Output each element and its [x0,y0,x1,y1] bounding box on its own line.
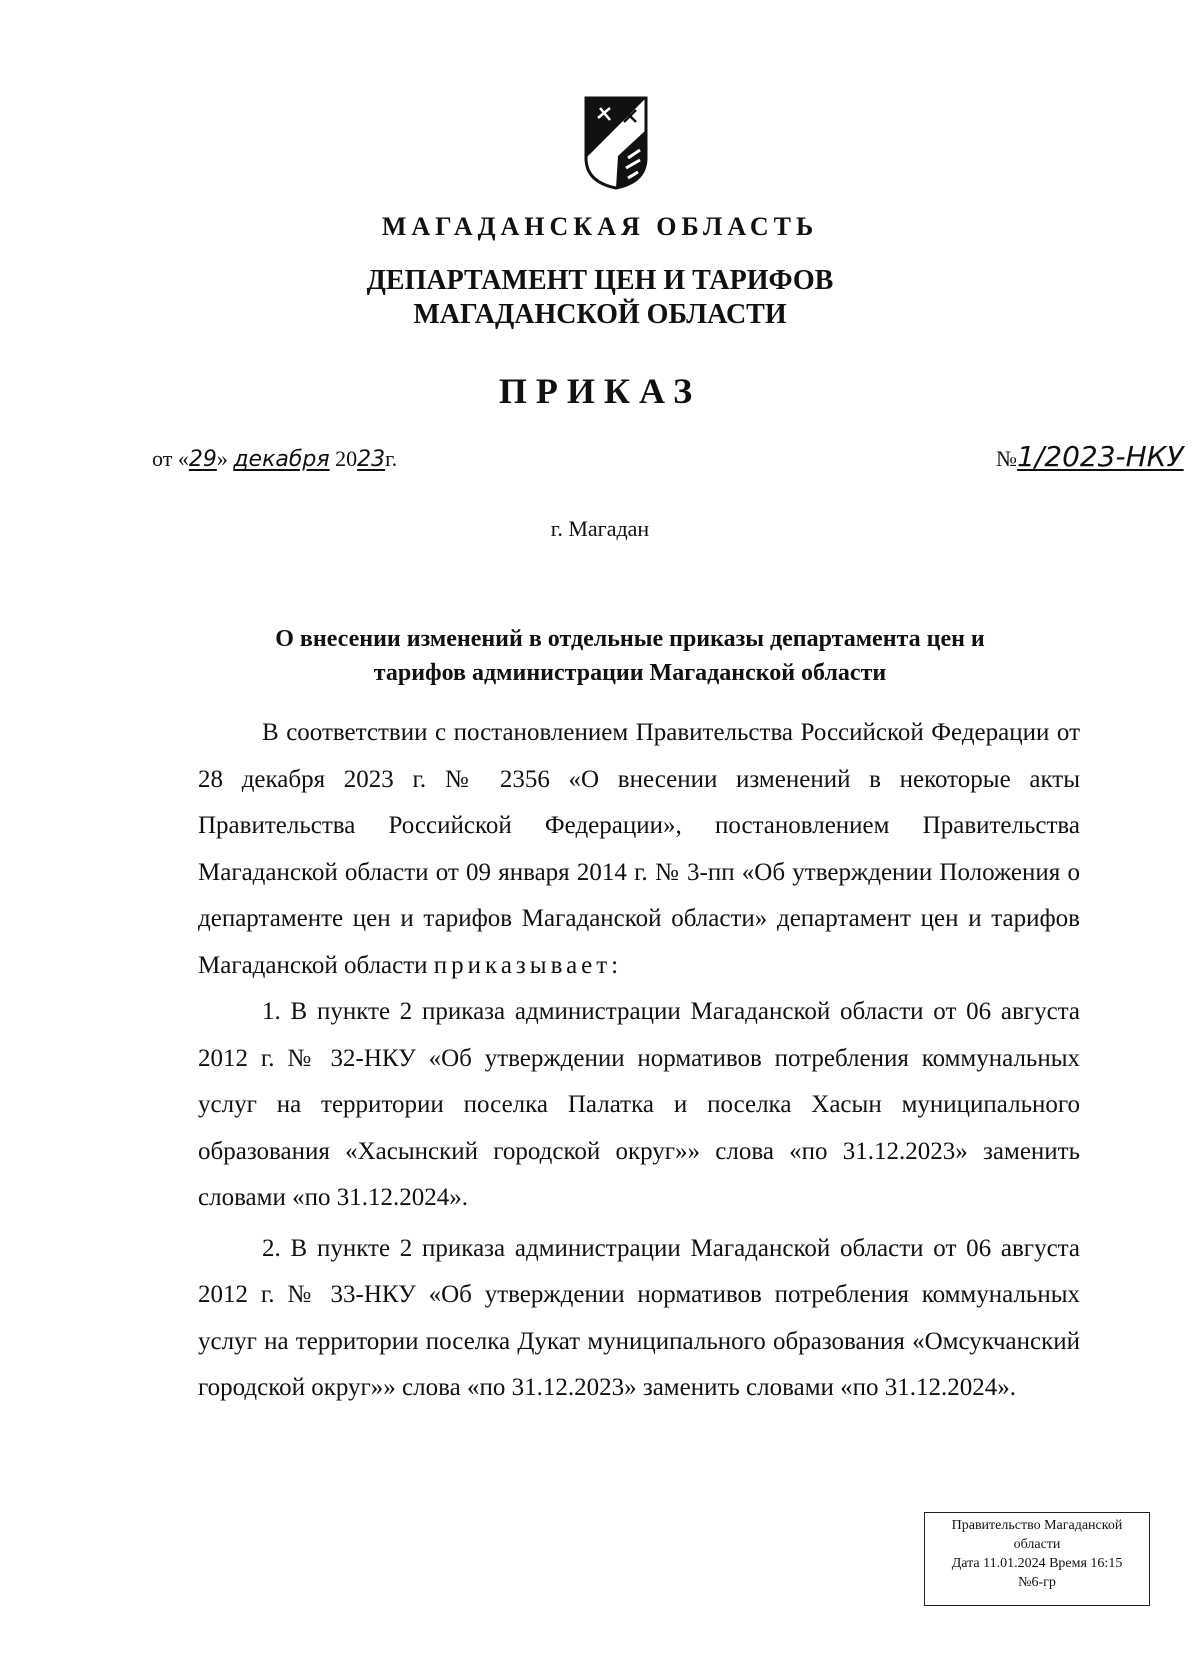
order-body [198,710,1080,1412]
subject-line2: тарифов администрации Магаданской области [373,660,887,686]
number-prefix: № [996,446,1017,471]
date-year-suffix: 23 [357,447,386,472]
stamp-line3: Дата 11.01.2024 Время 16:15 [951,1556,1123,1571]
coat-of-arms-icon [584,96,648,190]
city-name: г. Магадан [550,516,650,541]
stamp-line1: Правительство Магаданской [951,1518,1123,1533]
stamp-line4: №6-гр [1018,1575,1056,1590]
order-date [152,446,397,472]
order-number [996,440,1184,473]
item-2-paragraph: 2. В пункте 2 приказа администрации Магаданской области от 06 августа 2012 г. № 33-НКУ «Об утверждении нормативов потребления коммунальных услуг на территории поселка Дукат муниципального образования «Омсукчанский городской округ»» слова «по 31.12.2023» заменить словами «по 31.12.2024». [198,1234,1080,1401]
preamble-text: В соответствии с постановлением Правительства Российской Федерации от 28 декабря 2023 г. № 2356 «О внесении изменений в некоторые акты Правительства Российской Федерации», постановлением Правительства Магаданской области от 09 января 2014 г. № 3-пп «Об утверждении Положения о департаменте цен и тарифов Магаданской области» департамент цен и тарифов Магаданской области [198,719,1080,979]
region-title: МАГАДАНСКАЯ ОБЛАСТЬ [381,212,819,241]
department-title [0,264,1200,332]
date-day: 29 [188,447,217,472]
date-suffix: г. [385,446,398,471]
order-subject [200,622,1060,690]
subject-line1: О внесении изменений в отдельные приказы департамента цен и [275,626,985,652]
date-month: декабря [233,447,330,472]
number-value: 1/2023-НКУ [1017,440,1184,473]
document-type-title: ПРИКАЗ [498,371,702,411]
item-1-paragraph: 1. В пункте 2 приказа администрации Магаданской области от 06 августа 2012 г. № 32-НКУ «Об утверждении нормативов потребления коммунальных услуг на территории поселка Палатка и поселка Хасын муниципального образования «Хасынский городской округ»» слова «по 31.12.2023» заменить словами «по 31.12.2024». [198,998,1080,1211]
date-sep1: » [216,446,234,471]
date-prefix: от « [152,446,189,471]
stamp-line2: области [1013,1537,1061,1552]
department-title-line1: ДЕПАРТАМЕНТ ЦЕН И ТАРИФОВ [366,265,834,296]
orders-word: приказывает: [433,951,623,979]
preamble-paragraph [198,710,1080,989]
date-sep2: 20 [329,446,358,471]
department-title-line2: МАГАДАНСКОЙ ОБЛАСТИ [413,299,787,330]
registration-stamp [924,1512,1150,1606]
